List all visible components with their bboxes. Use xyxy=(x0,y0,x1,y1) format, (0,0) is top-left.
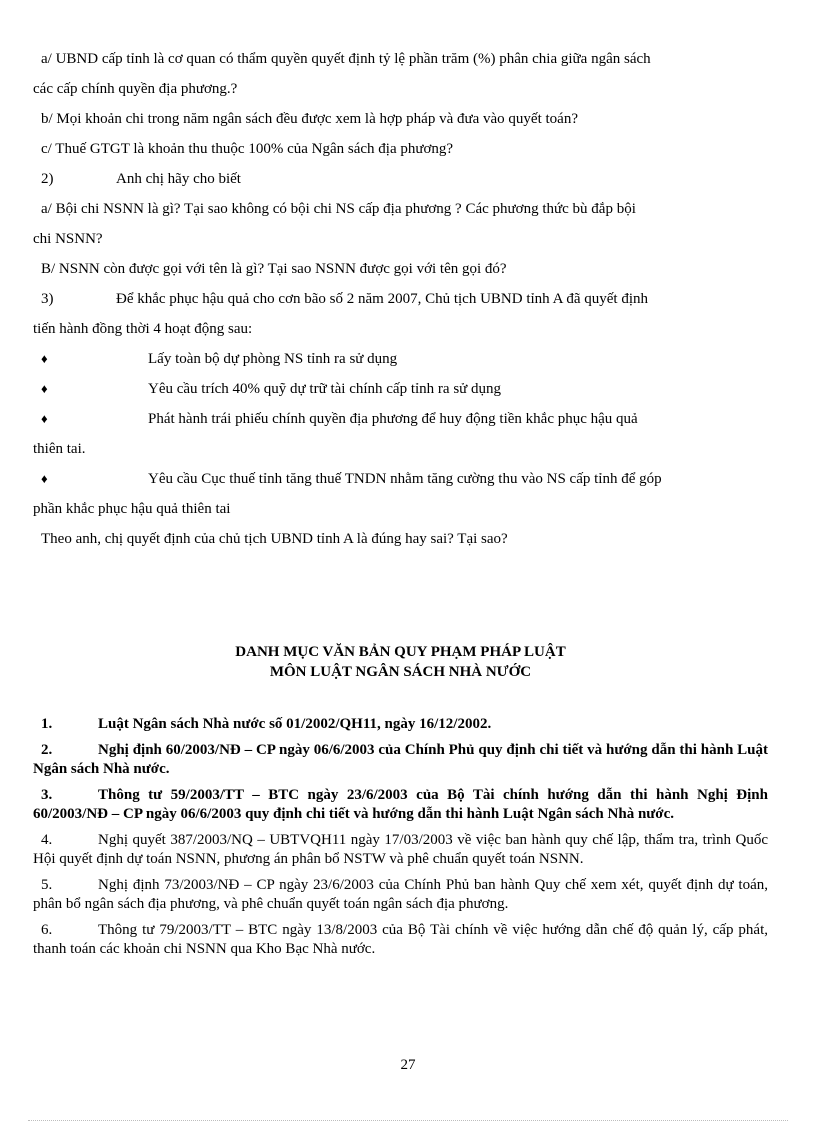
reference-number: 2. xyxy=(41,742,53,758)
reference-item xyxy=(33,786,768,824)
question-3-line-1: Để khắc phục hậu quả cho cơn bão số 2 năm 2007, Chủ tịch UBND tỉnh A đã quyết định xyxy=(116,291,649,307)
bullet-text: Lấy toàn bộ dự phòng NS tỉnh ra sử dụng xyxy=(148,351,398,367)
question-3-number: 3) xyxy=(41,291,54,307)
reference-item xyxy=(33,741,768,779)
question-3-line-2: tiến hành đồng thời 4 hoạt động sau: xyxy=(33,321,253,337)
question-1c: c/ Thuế GTGT là khoản thu thuộc 100% của Ngân sách địa phương? xyxy=(41,141,454,157)
reference-number: 1. xyxy=(41,716,53,732)
reference-item xyxy=(33,831,768,869)
diamond-bullet-icon: ♦ xyxy=(41,351,48,366)
bullet-item xyxy=(33,404,768,434)
reference-number: 4. xyxy=(41,832,53,848)
heading-line-2: MÔN LUẬT NGÂN SÁCH NHÀ NƯỚC xyxy=(269,664,532,680)
reference-number: 3. xyxy=(41,787,53,803)
page-number: 27 xyxy=(400,1057,416,1073)
reference-text: Thông tư 59/2003/TT – BTC ngày 23/6/2003 của Bộ Tài chính hướng dẫn thi hành Nghị Định 60/2003/NĐ – CP ngày 06/6/2003 quy định chi tiết và hướng dẫn thi hành Luật Ngân sách Nhà nước. xyxy=(33,787,768,822)
reference-text: Nghị định 73/2003/NĐ – CP ngày 23/6/2003 của Chính Phủ ban hành Quy chế xem xét, quyết định dự toán, phân bổ ngân sách địa phương, và phê chuẩn quyết toán ngân sách địa phương. xyxy=(33,877,768,912)
reference-item xyxy=(33,715,768,734)
question-2b: B/ NSNN còn được gọi với tên là gì? Tại sao NSNN được gọi với tên gọi đó? xyxy=(41,261,507,277)
reference-text: Thông tư 79/2003/TT – BTC ngày 13/8/2003 của Bộ Tài chính về việc hướng dẫn chế độ quản lý, cấp phát, thanh toán các khoản chi NSNN qua Kho Bạc Nhà nước. xyxy=(33,922,768,957)
reference-list xyxy=(33,715,768,966)
bullet-text: Yêu cầu Cục thuế tỉnh tăng thuế TNDN nhằm tăng cường thu vào NS cấp tỉnh để góp xyxy=(148,471,662,487)
exam-questions xyxy=(33,44,768,554)
reference-item xyxy=(33,921,768,959)
reference-number: 6. xyxy=(41,922,53,938)
question-1a-line-1: a/ UBND cấp tỉnh là cơ quan có thẩm quyền quyết định tỷ lệ phần trăm (%) phân chia giữa ngân sách xyxy=(41,51,651,67)
bullet-item xyxy=(33,374,768,404)
diamond-bullet-icon: ♦ xyxy=(41,411,48,426)
reference-item xyxy=(33,876,768,914)
question-1a-line-2: các cấp chính quyền địa phương.? xyxy=(33,81,238,97)
reference-text: Nghị quyết 387/2003/NQ – UBTVQH11 ngày 17/03/2003 về việc ban hành quy chế lập, thẩm tra, trình Quốc Hội quyết định dự toán NSNN, phương án phân bổ NSTW và phê chuẩn quyết toán NSNN. xyxy=(33,832,768,867)
question-1b: b/ Mọi khoản chi trong năm ngân sách đều được xem là hợp pháp và đưa vào quyết toán? xyxy=(41,111,578,127)
reference-text: Nghị định 60/2003/NĐ – CP ngày 06/6/2003 của Chính Phủ quy định chi tiết và hướng dẫn thi hành Luật Ngân sách Nhà nước. xyxy=(33,742,768,777)
question-2-header xyxy=(33,164,768,194)
diamond-bullet-icon: ♦ xyxy=(41,471,48,486)
reference-number: 5. xyxy=(41,877,53,893)
bullet-text-continued: thiên tai. xyxy=(33,441,86,457)
closing-question: Theo anh, chị quyết định của chủ tịch UBND tỉnh A là đúng hay sai? Tại sao? xyxy=(41,531,508,547)
bullet-text: Phát hành trái phiếu chính quyền địa phương để huy động tiền khắc phục hậu quả xyxy=(148,411,638,427)
question-3-header xyxy=(33,284,768,314)
diamond-bullet-icon: ♦ xyxy=(41,381,48,396)
question-2-number: 2) xyxy=(41,171,54,187)
question-2a-line-1: a/ Bội chi NSNN là gì? Tại sao không có bội chi NS cấp địa phương ? Các phương thức bù đắp bội xyxy=(41,201,636,217)
reference-text: Luật Ngân sách Nhà nước số 01/2002/QH11, ngày 16/12/2002. xyxy=(98,716,492,732)
page-bottom-divider xyxy=(28,1120,788,1121)
bullet-text-continued: phần khắc phục hậu quả thiên tai xyxy=(33,501,231,517)
question-2a-line-2: chi NSNN? xyxy=(33,231,103,247)
section-heading xyxy=(33,642,768,682)
question-2-text: Anh chị hãy cho biết xyxy=(116,171,241,187)
heading-line-1: DANH MỤC VĂN BẢN QUY PHẠM PHÁP LUẬT xyxy=(235,644,566,660)
bullet-item xyxy=(33,344,768,374)
bullet-item xyxy=(33,464,768,494)
bullet-text: Yêu cầu trích 40% quỹ dự trữ tài chính cấp tỉnh ra sử dụng xyxy=(148,381,502,397)
